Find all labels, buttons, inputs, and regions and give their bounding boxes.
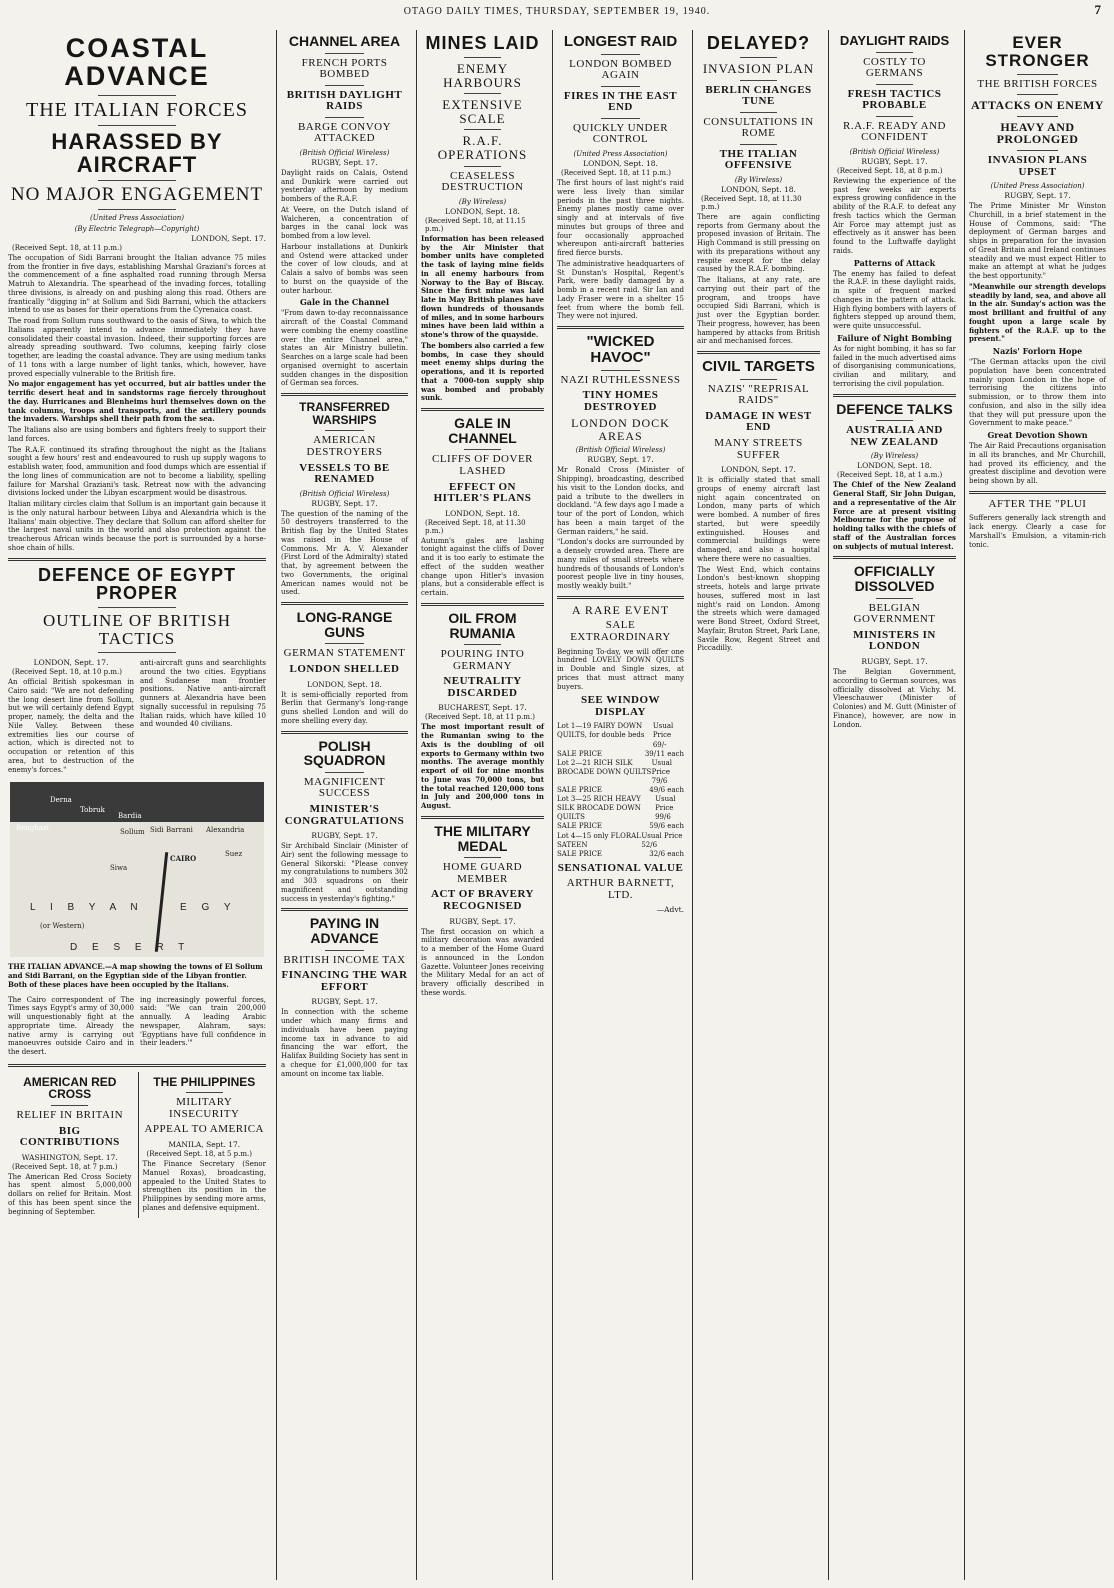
subheadline: R.A.F. OPERATIONS	[437, 133, 528, 163]
dateline: RUGBY, Sept. 17.	[1004, 191, 1071, 201]
ad-line: Lot 1—19 FAIRY DOWN QUILTS, for double beds Usual Price 69/-	[557, 722, 674, 749]
map-label: D E S E R T	[70, 942, 191, 954]
paragraph: Italian military circles claim that Sollum is an important gain because it is the only natural harbour between Libya and Alexandria which is the Italians' main objective. They declare that Sollum can afford shelter for the largest naval units in the world and also protection against the treacherous African winds because the port is surrounded by a horse-shoe chain of hills.	[8, 500, 266, 552]
subheadline: MILITARY INSECURITY	[169, 1096, 240, 1120]
subheadline: MAGNIFICENT SUCCESS	[303, 775, 386, 800]
paragraph: The West End, which contains London's best-known shopping streets, hotels and large private houses, suffered most in last night's raid on London. Among the streets which were damaged were Bond Street, Oxford Street, Mayfair, Bruton Street, Park Lane, Savile Row, Regent Street and Piccadilly.	[697, 565, 820, 653]
paragraph: The Cairo correspondent of The Times says Egypt's army of 30,000 will unquestionably fight at the appropriate time. Already the native army is carrying out manoeuvres outside Cairo and in the desert.	[8, 995, 134, 1057]
subheadline: EFFECT ON HITLER'S PLANS	[433, 480, 532, 505]
credit: (By Electric Telegraph—Copyright)	[74, 224, 200, 233]
headline: COASTAL ADVANCE	[64, 33, 210, 92]
map-place: CAIRO	[170, 854, 197, 864]
ad-footer: ARTHUR BARNETT, LTD.	[566, 877, 675, 901]
subheadline: BRITISH INCOME TAX	[283, 953, 406, 966]
paragraph: Autumn's gales are lashing tonight against the cliffs of Dover and it is too early to estimate the effect of the sudden weather change upon Hitler's invasion plans, but a considerable effect is certain.	[421, 536, 544, 598]
masthead-title: OTAGO DAILY TIMES, THURSDAY, SEPTEMBER 19, 1940.	[403, 6, 711, 17]
map-place: Alexandria	[206, 826, 245, 835]
column-6	[828, 30, 960, 1580]
subheadline: FIRES IN THE EAST END	[563, 89, 678, 114]
paragraph: Harbour installations at Dunkirk and Ostend were attacked under the cover of low clouds, and at Calais a salvo of bombs was seen to burst on the quayside of the outer harbour.	[281, 242, 408, 295]
received-line: (Received Sept. 18, at 11 p.m.)	[561, 169, 671, 178]
paragraph: "From dawn to-day reconnaissance aircraft of the Coastal Command were combing the enemy coastline over the entire Channel area," states an Air Ministry bulletin. Searches on a large scale had been organised overnight to ascertain sudden changes in the disposition of German sea forces.	[281, 309, 408, 388]
section-subhead: Gale in the Channel	[299, 297, 390, 308]
credit: (By Wireless)	[458, 197, 507, 206]
subheadline: ENEMY HARBOURS	[443, 60, 522, 90]
received-line: (Received Sept. 18, at 11.30 p.m.)	[701, 194, 802, 211]
paragraph: "London's docks are surrounded by a densely crowded area. There are many miles of small streets where hundreds of thousands of London's poorest people live in tiny houses, mostly weakly built."	[557, 538, 684, 591]
received-line: (Received Sept. 18, at 11.30 p.m.)	[425, 518, 526, 535]
subheadline: FRENCH PORTS BOMBED	[301, 56, 388, 81]
credit: (British Official Wireless)	[299, 489, 390, 498]
paragraph: At Veere, on the Dutch island of Walcheren, a concentration of barges in the canal lock was bombed from a low level.	[281, 205, 408, 241]
paragraph: The administrative headquarters of St Dunstan's Hospital, Regent's Park, were badly damaged by a bomb in a recent raid. Sir Ian and Lady Fraser were in a shelter 15 feet from where the bomb fell. They were not injured.	[557, 259, 684, 321]
dateline: RUGBY, Sept. 17.	[311, 997, 378, 1007]
subheadline: INVASION PLAN	[702, 60, 815, 76]
headline: AMERICAN RED CROSS	[23, 1074, 117, 1102]
headline: DEFENCE TALKS	[836, 400, 953, 417]
column-7	[964, 30, 1110, 1580]
subheadline: MINISTER'S CONGRATULATIONS	[284, 803, 405, 827]
subheadline: COSTLY TO GERMANS	[863, 55, 926, 80]
map-place: Derna	[50, 796, 72, 805]
map-label: L I B Y A N	[30, 902, 144, 914]
headline: OFFICIALLY DISSOLVED	[853, 563, 936, 595]
ad-line: Lot 2—21 RICH SILK BROCADE DOWN QUILTS Usual Price 79/6	[557, 758, 673, 785]
paragraph: The American Red Cross Society has spent almost 5,000,000 dollars on relief for Britain. Most of this has been spent since the beginning of September.	[8, 1172, 132, 1216]
subheadline: AUSTRALIA AND NEW ZEALAND	[846, 424, 943, 448]
headline: TRANSFERRED WARSHIPS	[299, 400, 390, 427]
subheadline: NEUTRALITY DISCARDED	[443, 675, 522, 699]
subheadline: NAZIS' "REPRISAL RAIDS"	[707, 382, 810, 407]
paragraph: ing increasingly powerful forces, said: "We can train 200,000 annually. A leading Arabic newspaper, Alahram, says: 'Egyptians have full confidence in their leaders.'"	[140, 995, 266, 1048]
headline: GALE IN CHANNEL	[448, 415, 517, 446]
subheadline: CEASELESS DESTRUCTION	[441, 169, 524, 194]
paragraph: Reviewing the experience of the past few weeks air experts express growing confidence in the ability of the R.A.F. to defeat any fresh tactics which the German Air Force may attempt just as effectively as it answer has been found to the Luftwaffe daylight raids.	[833, 176, 956, 255]
paragraph: "Meanwhile our strength develops steadily by land, sea, and above all in the air. Sunday's action was the most brilliant and fruitful of any fought upon a large scale by fighters of the R.A.F. up to the present."	[969, 281, 1106, 344]
subheadline: GERMAN STATEMENT	[283, 647, 406, 660]
ad-text: Beginning To-day, we will offer one hundred LOVELY DOWN QUILTS in Double and Single sizes, at prices that must attract many buyers.	[557, 647, 684, 691]
subheadline: THE BRITISH FORCES	[977, 77, 1098, 90]
ad-advt: —Advt.	[656, 905, 684, 915]
credit: (United Press Association)	[573, 150, 668, 159]
dateline: RUGBY, Sept. 17.	[861, 657, 928, 667]
received-line: (Received Sept. 18, at 10 p.m.)	[12, 668, 122, 677]
paragraph: "The German attacks upon the civil population have been concentrated mainly upon London in the hope of terrorising the citizens into submission, or to throw them into confusion, and also in the silly idea that they will put pressure upon the Government to make peace."	[969, 358, 1106, 428]
dateline: LONDON, Sept. 17.	[191, 233, 266, 243]
headline: LONGEST RAID	[563, 33, 678, 50]
column-3	[416, 30, 548, 1580]
map-place: Benghazi	[16, 824, 49, 833]
paragraph: The Prime Minister Mr Winston Churchill, in a brief statement in the House of Commons, said: "The deployment of German barges and ships in preparation for the invasion of Great Britain and Ireland continues steadily and we must expect Hitler to make an attempt at what he judges the best opportunity."	[969, 202, 1106, 281]
credit: (By Wireless)	[734, 175, 783, 184]
subheadline: CONSULTATIONS IN ROME	[703, 115, 814, 140]
paragraph: The most important result of the Rumanian swing to the Axis is the doubling of oil exports to Germany within two months. The average monthly export of oil for nine months to June was 70,000 tons, but the total reached 120,000 tons in July and 200,000 tons in August.	[421, 722, 544, 811]
ad-subheadline: SENSATIONAL VALUE	[557, 861, 684, 874]
section-subhead: Nazis' Forlorn Hope	[992, 346, 1083, 357]
column-5	[692, 30, 824, 1580]
credit: (By Wireless)	[870, 452, 919, 461]
masthead	[0, 0, 1114, 22]
ad-line: SALE PRICE 32/6 each	[557, 849, 684, 858]
map-place: Tobruk	[80, 806, 105, 815]
paragraph: The Chief of the New Zealand General Staff, Sir John Duigan, and a representative of the Air Force are at present visiting Melbourne for the purpose of holding talks with the chiefs of staff of the Australian forces on subjects of mutual interest.	[833, 480, 956, 551]
headline: MINES LAID	[425, 33, 540, 53]
paragraph: No major engagement has yet occurred, but air battles under the terrific desert heat and in sandstorms rage fiercely throughout the day. Hurricanes and Blenheims hurl themselves down on the tank columns, troops and transports, and the artillery pounds the invaders. Warships shell their path from the sea.	[8, 379, 266, 424]
headline: THE MILITARY MEDAL	[434, 822, 531, 854]
subheadline: LONDON DOCK AREAS	[571, 416, 670, 443]
dateline: LONDON, Sept. 18.	[445, 206, 520, 216]
column-4	[552, 30, 688, 1580]
ad-line: SALE PRICE 59/6 each	[557, 822, 684, 831]
paragraph: Sir Archibald Sinclair (Minister of Air) sent the following message to General Sikorski: "Please convey my congratulations to numbers 302 and 303 squadrons on their magnificent and outstanding success in yesterday's fighting."	[281, 842, 408, 903]
headline: DEFENCE OF EGYPT PROPER	[37, 564, 237, 604]
subheadline: NO MAJOR ENGAGEMENT	[10, 183, 264, 205]
headline: DELAYED?	[706, 33, 811, 53]
subheadline: BELGIAN GOVERNMENT	[853, 601, 936, 626]
page-number: 7	[1094, 2, 1102, 17]
subheadline: HARASSED BY AIRCRAFT	[51, 128, 223, 177]
headline: CHANNEL AREA	[288, 33, 401, 49]
subheadline: THE ITALIAN FORCES	[26, 98, 248, 121]
dateline: RUGBY, Sept. 17.	[311, 831, 378, 841]
subheadline: R.A.F. READY AND CONFIDENT	[843, 119, 946, 144]
ad-subheadline: SALE EXTRAORDINARY	[570, 619, 671, 643]
paragraph: Daylight raids on Calais, Ostend and Dunkirk were carried out yesterday afternoon by medium bombers of the R.A.F.	[281, 168, 408, 204]
subheadline: BERLIN CHANGES TUNE	[705, 83, 812, 108]
map-caption: THE ITALIAN ADVANCE.—A map showing the towns of El Sollum and Sidi Barrani, on the Egyptian side of the Libyan frontier. Both of these places have been occupied by the Italians.	[8, 962, 263, 989]
dateline: MANILA, Sept. 17.	[168, 1140, 241, 1150]
paragraph: As for night bombing, it has so far failed in the much advertised aims of disorganising communications, civilian and military, and terrorising the civil population.	[833, 344, 956, 388]
ad-text: Sufferers generally lack strength and lack energy. Clearly a case for Marshall's Emulsion, a vitamin-rich tonic.	[969, 514, 1106, 549]
received-line: (Received Sept. 18, at 7 p.m.)	[12, 1162, 118, 1171]
headline: "WICKED HAVOC"	[586, 333, 655, 366]
paragraph: There are again conflicting reports from Germany about the proposed invasion of Britain. The High Command is still pressing on with its preparations without any respite except for the delay caused by the R.A.F. bombing.	[697, 212, 820, 274]
dateline: RUGBY, Sept. 17.	[311, 157, 378, 167]
paragraph: The R.A.F. continued its strafing throughout the night as the Italians sought a few hours' rest and endeavoured to rush up supply wagons to establish water, food, ammunition and food dumps which are essential if the long lines of communication are not to become a liability, spelling failure for Marshal Graziani's task. Retreat now with the advancing divisions locked under the Libyan escarpment would be disastrous.	[8, 445, 266, 498]
subheadline: AMERICAN DESTROYERS	[306, 434, 383, 458]
paragraph: It is officially stated that small groups of enemy aircraft last night again concentrated on London, many parts of which were bombed. A number of fires started, but were speedily extinguished. Houses and commercial buildings were damaged, and also a hospital where there were no casualties.	[697, 476, 820, 563]
paragraph: In connection with the scheme under which many firms and individuals have been paying income tax in advance to aid financing the war effort, the Halifax Building Society has sent in a cheque for £1,000,000 for tax amount on income tax liable.	[281, 1008, 408, 1078]
subheadline: LONDON BOMBED AGAIN	[569, 57, 672, 82]
paragraph: The Belgian Government, according to German sources, was officially dissolved at Vichy. M. Vleeschauwer (Minister of Colonies) and M. Gutt (Minister of Finance), however, are now in London.	[833, 668, 956, 729]
paragraph: Information has been released by the Air Minister that bomber units have completed the task of laying mine fields in all enemy harbours from Norway to the Bay of Biscay. Since the first mine was laid late in May British planes have flown hundreds of thousands of miles, and in some harbours mines have been laid within a stone's throw of the quayside.	[421, 233, 544, 340]
subheadline: QUICKLY UNDER CONTROL	[572, 121, 669, 146]
headline: THE PHILIPPINES	[153, 1074, 256, 1089]
dateline: LONDON, Sept. 17.	[721, 465, 796, 475]
ad-subheadline: SEE WINDOW DISPLAY	[580, 694, 661, 718]
headline: POLISH SQUADRON	[303, 737, 386, 769]
dateline: LONDON, Sept. 18.	[857, 461, 932, 471]
paragraph: The enemy has failed to defeat the R.A.F. in these daylight raids, in spite of frequent marked changes in the pattern of attack. High flying bombers with layers of fighters stepped up around them, were quite unsuccessful.	[833, 269, 957, 331]
dateline: LONDON, Sept. 18.	[583, 159, 658, 169]
paragraph: An official British spokesman in Cairo said: "We are not defending the long desert line from Sollum, but we will certainly defend Egypt proper, namely, the delta and the Nile Valley. Between these extremities lies our course of action, which is directed not to occupation or retention of this area, but to destruction of the enemy's forces."	[8, 678, 134, 774]
section-subhead: Patterns of Attack	[853, 257, 936, 268]
ad-headline: AFTER THE "PLUI	[988, 497, 1087, 510]
headline: OIL FROM RUMANIA	[448, 609, 517, 641]
ad-price-list	[557, 722, 684, 858]
received-line: (Received Sept. 18, at 8 p.m.)	[837, 166, 943, 175]
paragraph: anti-aircraft guns and searchlights around the two cities. Egyptians and Sudanese man frontier positions. Native anti-aircraft gunners at Alexandria have been signally successful in repulsing 75 Italian raids, which have killed 10 and wounded 40 civilians.	[140, 659, 266, 729]
paragraph: It is semi-officially reported from Berlin that Germany's long-range guns shelled London and will do more shelling every day.	[281, 690, 408, 725]
credit: (United Press Association)	[90, 213, 184, 222]
ad-line: Lot 4—15 only FLORAL SATEEN Usual Price 52/6	[557, 831, 683, 849]
map-label: E G Y	[180, 902, 237, 914]
paragraph: The occupation of Sidi Barrani brought the Italian advance 75 miles from the frontier in five days, establishing Marshal Graziani's forces at the commencement of a fine asphalted road running through Mersa Matruh to Alexandria. The spearhead of the invading forces, totalling three divisions, is already on and pushing along this road. Others are frantically "digging in" at Sollum and Sidi Barrani, which the attackers intend to use as bases for their operations from the Cyrenaica coast.	[8, 253, 266, 315]
credit: (British Official Wireless)	[299, 148, 390, 157]
map-place: Suez	[225, 850, 243, 859]
paragraph: The Italians also are using bombers and fighters freely to support their land forces.	[8, 426, 266, 443]
headline: EVER STRONGER	[985, 33, 1090, 70]
dateline: BUCHAREST, Sept. 17.	[438, 703, 527, 713]
headline: DAYLIGHT RAIDS	[839, 33, 950, 48]
section-subhead: Great Devotion Shown	[987, 430, 1088, 441]
map-place: Bardia	[118, 812, 142, 821]
received-line: (Received Sept. 18, at 11.15 p.m.)	[425, 216, 526, 233]
subheadline: BARGE CONVOY ATTACKED	[297, 120, 392, 145]
subheadline: POURING INTO GERMANY	[440, 648, 525, 672]
received-line: (Received Sept. 18, at 11 p.m.)	[12, 243, 122, 252]
subheadline: HOME GUARD MEMBER	[442, 861, 523, 885]
paragraph: The Italians, at any rate, are carrying out their part of the program, and troops have occupied Sidi Barrani, which is just over the Egyptian border. Their progress, however, has been hampered by attacks from British air and mechanised forces.	[697, 276, 820, 346]
subheadline: RELIEF IN BRITAIN	[16, 1108, 124, 1121]
subheadline: ATTACKS ON ENEMY	[971, 98, 1104, 113]
map-place: Siwa	[110, 864, 128, 873]
received-line: (Received Sept. 18, at 11 p.m.)	[425, 713, 535, 722]
received-line: (Received Sept. 18, at 5 p.m.)	[146, 1150, 252, 1159]
subheadline: LONDON SHELLED	[289, 663, 400, 676]
subheadline: BIG CONTRIBUTIONS	[19, 1124, 120, 1149]
paragraph: The bombers also carried a few bombs, in case they should meet enemy ships during the operations, and it is reported that a 7000-ton supply ship was bombed and probably sunk.	[421, 340, 544, 403]
section-subhead: Failure of Night Bombing	[837, 332, 952, 343]
headline: CIVIL TARGETS	[702, 358, 815, 376]
subheadline: FRESH TACTICS PROBABLE	[847, 87, 942, 112]
credit: (British Official Wireless)	[575, 446, 666, 455]
credit: (British Official Wireless)	[849, 147, 940, 156]
subheadline: NAZI RUTHLESSNESS	[560, 373, 681, 386]
dateline: WASHINGTON, Sept. 17.	[21, 1152, 118, 1162]
dateline: LONDON, Sept. 18.	[307, 679, 382, 689]
subheadline: APPEAL TO AMERICA	[144, 1123, 265, 1136]
received-line: (Received Sept. 18, at 1 a.m.)	[837, 471, 943, 480]
map-place: Sollum	[120, 828, 145, 837]
subheadline: ACT OF BRAVERY RECOGNISED	[431, 888, 534, 912]
dateline: LONDON, Sept. 18.	[445, 508, 520, 518]
subheadline: OUTLINE OF BRITISH TACTICS	[43, 611, 231, 649]
subheadline: FINANCING THE WAR EFFORT	[281, 969, 408, 993]
ad-line: SALE PRICE 49/6 each	[557, 786, 684, 795]
dateline: RUGBY, Sept. 17.	[311, 498, 378, 508]
subheadline: TINY HOMES DESTROYED	[582, 389, 659, 413]
subheadline: BRITISH DAYLIGHT RAIDS	[286, 88, 403, 113]
dateline: LONDON, Sept. 18.	[721, 184, 796, 194]
map-figure	[10, 782, 264, 957]
subheadline: MINISTERS IN LONDON	[853, 628, 936, 653]
dateline: RUGBY, Sept. 17.	[587, 455, 654, 465]
dateline: RUGBY, Sept. 17.	[861, 156, 928, 166]
map-label: (or Western)	[40, 922, 85, 931]
subheadline: VESSELS TO BE RENAMED	[299, 461, 390, 486]
subheadline: MANY STREETS SUFFER	[714, 437, 803, 461]
column-1	[4, 30, 270, 1580]
paragraph: Mr Ronald Cross (Minister of Shipping), broadcasting, described his visit to the London docks, and paid a tribute to the dwellers in dockland. "A few days ago I made a tour of the port of London, which has been a main target of the German raiders," he said.	[557, 466, 684, 536]
headline: LONG-RANGE GUNS	[296, 609, 393, 640]
subheadline: INVASION PLANS UPSET	[987, 154, 1088, 178]
ad-line: Lot 3—25 RICH HEAVY SILK BROCADE DOWN QUILTS Usual Price 99/6	[557, 795, 676, 822]
dateline: LONDON, Sept. 17.	[33, 658, 109, 668]
subheadline: EXTENSIVE SCALE	[442, 97, 523, 126]
column-2	[276, 30, 412, 1580]
map-place: Sidi Barrani	[150, 826, 193, 835]
subheadline: THE ITALIAN OFFENSIVE	[719, 147, 798, 172]
subheadline: CLIFFS OF DOVER LASHED	[431, 453, 534, 477]
subheadline: HEAVY AND PROLONGED	[996, 119, 1079, 147]
ad-line: SALE PRICE 39/11 each	[557, 749, 684, 758]
headline: PAYING IN ADVANCE	[309, 915, 380, 947]
paragraph: The first occasion on which a military decoration was awarded to a member of the Home Guard is announced in the London Gazette. Volunteer Jones receiving the Military Medal for an act of bravery officially described in these words.	[421, 927, 544, 997]
ad-headline: A RARE EVENT	[571, 602, 670, 617]
credit: (United Press Association)	[990, 182, 1085, 191]
paragraph: The Air Raid Precautions organisation in all its branches, and Mr Churchill, had proved its efficiency, and the greatest discipline and devotion were being shown by all.	[969, 442, 1106, 486]
dateline: RUGBY, Sept. 17.	[449, 916, 516, 926]
paragraph: The question of the naming of the 50 destroyers transferred to the British flag by the United States was raised in the House of Commons. Mr A. V. Alexander (First Lord of the Admiralty) stated that, by agreement between the two Governments, the original American names would not be used.	[281, 509, 408, 597]
paragraph: The first hours of last night's raid were less lively than similar periods in the past three nights. Enemy planes mostly came over singly and at intervals of five minutes but groups of three and four occasionally approached whereupon anti-aircraft batteries fired fierce bursts.	[557, 179, 684, 258]
paragraph: The road from Sollum runs southward to the oasis of Siwa, to which the Italians apparently intend to advance immediately they have consolidated their coastal invasion. Indeed, their supporting forces are already spreading southward. Two columns, keeping fairly close together, are leading the coastal advance. They are using medium tanks of 11 tons with a large number of light tanks, which, however, have proved especially vulnerable to the British fire.	[8, 317, 266, 378]
paragraph: The Finance Secretary (Senor Manuel Roxas), broadcasting, appealed to the United States to strengthen its position in the Philippines by sending more arms, planes and defensive equipment.	[142, 1160, 266, 1212]
subheadline: DAMAGE IN WEST END	[705, 409, 812, 434]
